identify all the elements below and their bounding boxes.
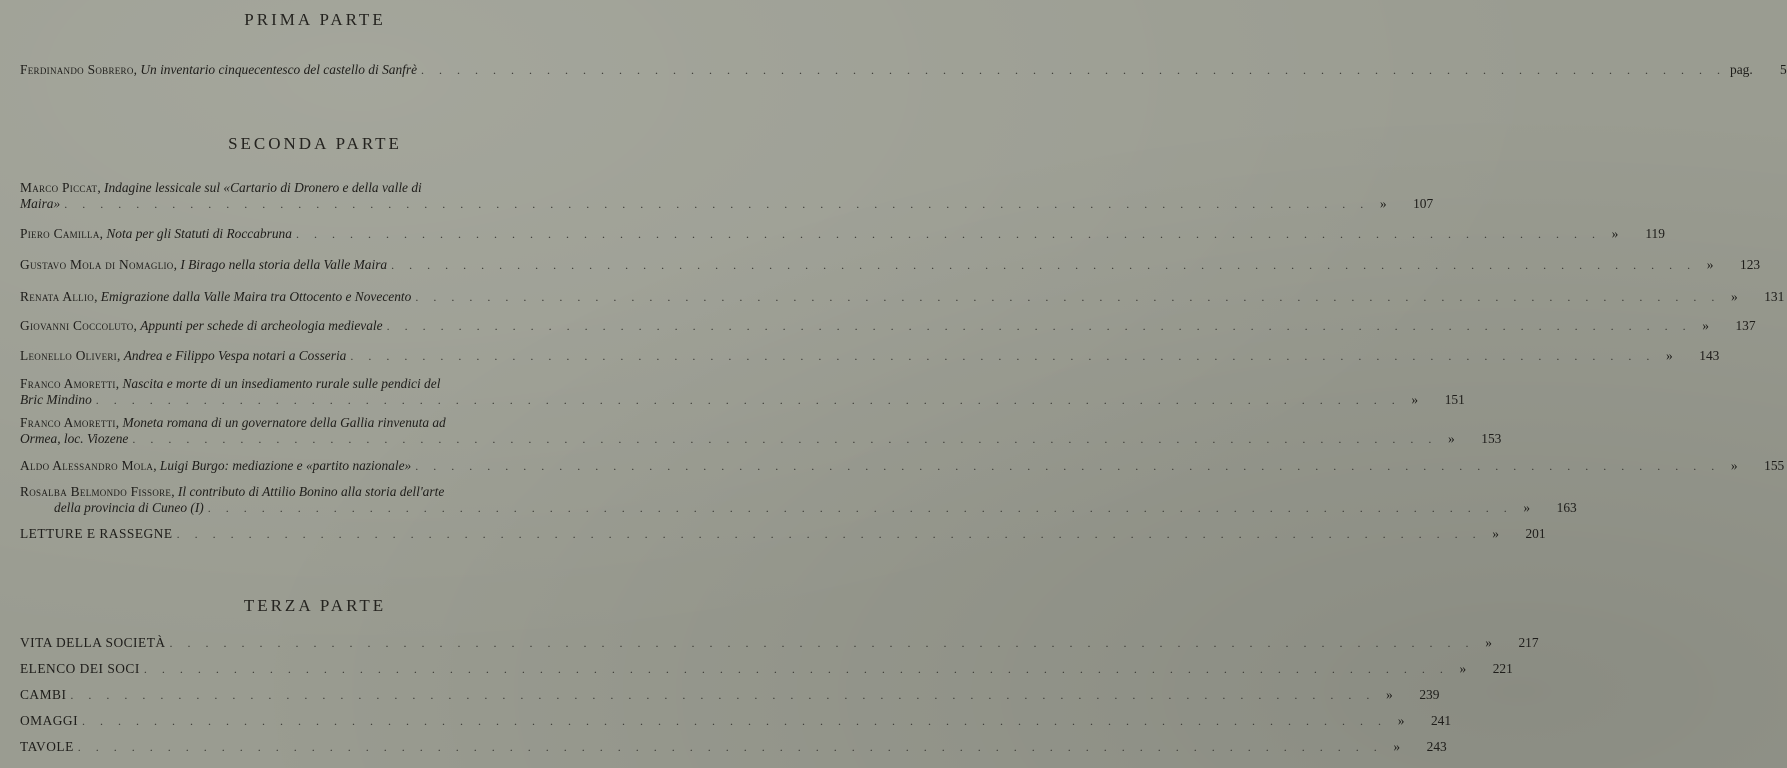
ditto-mark: » xyxy=(1379,196,1387,211)
toc-entry xyxy=(20,635,1539,651)
entry-title: Luigi Burgo: mediazione e «partito nazionale» xyxy=(159,458,412,473)
entry-title-continued: Maira» xyxy=(20,196,61,211)
entry-title: Moneta romana di un governatore della Gallia rinvenuta ad xyxy=(122,415,446,430)
ditto-mark: » xyxy=(1447,431,1455,446)
entry-page-number: 5 xyxy=(1780,62,1787,77)
leader-dots xyxy=(170,635,1475,651)
toc-entry xyxy=(20,661,1513,677)
leader-dots xyxy=(421,62,1726,78)
entry-title: Nota per gli Statuti di Roccabruna xyxy=(106,226,292,241)
ditto-mark: » xyxy=(1730,289,1738,304)
entry-label: VITA DELLA SOCIETÀ xyxy=(20,635,166,650)
entry-page-number: 153 xyxy=(1481,431,1502,446)
entry-title: Il contributo di Attilio Bonino alla storia dell'arte xyxy=(177,484,445,499)
leader-dots xyxy=(96,392,1401,408)
entry-title: Appunti per schede di archeologia medievale xyxy=(140,318,383,333)
toc-entry xyxy=(20,739,1447,755)
toc-entry: Marco Piccat, Indagine lessicale sul «Cartario di Dronero e della valle di Maira» . . . » 107 xyxy=(20,180,610,212)
ditto-mark: » xyxy=(1386,687,1393,702)
entry-page-number: 155 xyxy=(1764,458,1785,473)
page-label: pag. xyxy=(1730,62,1753,77)
leader-dots xyxy=(415,289,1720,305)
ditto-mark: » xyxy=(1611,226,1619,241)
entry-page-number: 217 xyxy=(1518,635,1539,650)
leader-dots xyxy=(177,526,1482,542)
entry-author: Ferdinando Sobrero xyxy=(20,62,134,77)
ditto-mark: » xyxy=(1393,739,1401,754)
entry-title: Nascita e morte di un insediamento rurale sulle pendici del xyxy=(122,376,441,391)
entry-label: TAVOLE xyxy=(20,739,74,754)
ditto-mark: » xyxy=(1523,500,1531,515)
ditto-mark: » xyxy=(1702,318,1709,333)
entry-author: Franco Amoretti xyxy=(20,415,116,430)
toc-entry xyxy=(20,526,1546,542)
entry-title-continued: della provincia di Cuneo (I) xyxy=(54,500,204,515)
toc-entry: Giovanni Coccoluto, Appunti per schede di archeologia medievale . . . » 137 xyxy=(20,318,610,334)
ditto-mark: » xyxy=(1397,713,1405,728)
entry-title: I Birago nella storia della Valle Maira xyxy=(180,257,388,272)
entry-page-number: 243 xyxy=(1426,739,1447,754)
toc-entry xyxy=(20,687,1440,703)
entry-page-number: 119 xyxy=(1645,226,1665,241)
leader-dots xyxy=(350,348,1655,364)
entry-page-number: 201 xyxy=(1525,526,1546,541)
section-title-prima-parte: PRIMA PARTE xyxy=(244,10,386,29)
entry-title: Emigrazione dalla Valle Maira tra Ottocento e Novecento xyxy=(100,289,412,304)
entry-page-number: 137 xyxy=(1735,318,1756,333)
entry-author: Marco Piccat xyxy=(20,180,98,195)
section-title-seconda-parte: SECONDA PARTE xyxy=(228,134,402,153)
ditto-mark: » xyxy=(1492,526,1499,541)
entry-title-continued: Ormea, loc. Viozene xyxy=(20,431,129,446)
entry-author: Giovanni Coccoluto xyxy=(20,318,134,333)
entry-title-continued: Bric Mindino xyxy=(20,392,92,407)
toc-entry: Renata Allio, Emigrazione dalla Valle Maira tra Ottocento e Novecento . . . » 131 xyxy=(20,289,610,305)
leader-dots xyxy=(78,739,1383,755)
ditto-mark: » xyxy=(1730,458,1738,473)
leader-dots xyxy=(70,687,1375,703)
toc-entry: Ferdinando Sobrero, Un inventario cinquecentesco del castello di Sanfrè . . . pag. 5 xyxy=(20,62,610,78)
toc-entry: Aldo Alessandro Mola, Luigi Burgo: mediazione e «partito nazionale» . . . » 155 xyxy=(20,458,610,474)
entry-author: Franco Amoretti xyxy=(20,376,116,391)
ditto-mark: » xyxy=(1411,392,1419,407)
toc-entry: Franco Amoretti, Moneta romana di un governatore della Gallia rinvenuta ad Ormea, loc. Viozene . . . » 153 xyxy=(20,415,610,447)
section-title-terza-parte: TERZA PARTE xyxy=(243,596,387,615)
entry-label: OMAGGI xyxy=(20,713,79,728)
entry-page-number: 151 xyxy=(1444,392,1465,407)
toc-entry xyxy=(20,713,1452,729)
ditto-mark: » xyxy=(1459,661,1467,676)
entry-page-number: 221 xyxy=(1492,661,1513,676)
ditto-mark: » xyxy=(1666,348,1673,363)
entry-label: CAMBI xyxy=(20,687,67,702)
toc-entry: Rosalba Belmondo Fissore, Il contributo di Attilio Bonino alla storia dell'arte della provincia di Cuneo (I) . . . » 163 xyxy=(20,484,610,516)
entry-author: Renata Allio xyxy=(20,289,95,304)
entry-page-number: 107 xyxy=(1413,196,1434,211)
toc-entry: Piero Camilla, Nota per gli Statuti di Roccabruna . . . » 119 xyxy=(20,226,610,242)
entry-page-number: 123 xyxy=(1740,257,1761,272)
entry-page-number: 241 xyxy=(1430,713,1452,728)
toc-entry: Leonello Oliveri, Andrea e Filippo Vespa notari a Cosseria . . . » 143 xyxy=(20,348,610,364)
entry-author: Rosalba Belmondo Fissore xyxy=(20,484,172,499)
entry-title: Un inventario cinquecentesco del castello di Sanfrè xyxy=(140,62,418,77)
entry-page-number: 239 xyxy=(1419,687,1440,702)
entry-page-number: 163 xyxy=(1556,500,1577,515)
toc-entry: Gustavo Mola di Nomaglio, I Birago nella storia della Valle Maira . . . » 123 xyxy=(20,257,610,273)
entry-label: ELENCO DEI SOCI xyxy=(20,661,140,676)
entry-page-number: 131 xyxy=(1764,289,1785,304)
entry-label: LETTURE E RASSEGNE xyxy=(20,526,173,541)
leader-dots xyxy=(208,500,1513,516)
leader-dots xyxy=(64,196,1369,212)
leader-dots xyxy=(387,318,1692,334)
ditto-mark: » xyxy=(1706,257,1714,272)
leader-dots xyxy=(296,226,1601,242)
entry-author: Aldo Alessandro Mola xyxy=(20,458,154,473)
entry-author: Gustavo Mola di Nomaglio xyxy=(20,257,174,272)
leader-dots xyxy=(82,713,1387,729)
ditto-mark: » xyxy=(1485,635,1492,650)
toc-entry: Franco Amoretti, Nascita e morte di un insediamento rurale sulle pendici del Bric Mindino . . . » 151 xyxy=(20,376,610,408)
entry-title: Andrea e Filippo Vespa notari a Cosseria xyxy=(123,348,347,363)
leader-dots xyxy=(144,661,1449,677)
leader-dots xyxy=(415,458,1720,474)
leader-dots xyxy=(132,431,1437,447)
entry-author: Piero Camilla xyxy=(20,226,100,241)
entry-title: Indagine lessicale sul «Cartario di Dronero e della valle di xyxy=(104,180,422,195)
leader-dots xyxy=(391,257,1696,273)
entry-page-number: 143 xyxy=(1699,348,1720,363)
entry-author: Leonello Oliveri xyxy=(20,348,117,363)
